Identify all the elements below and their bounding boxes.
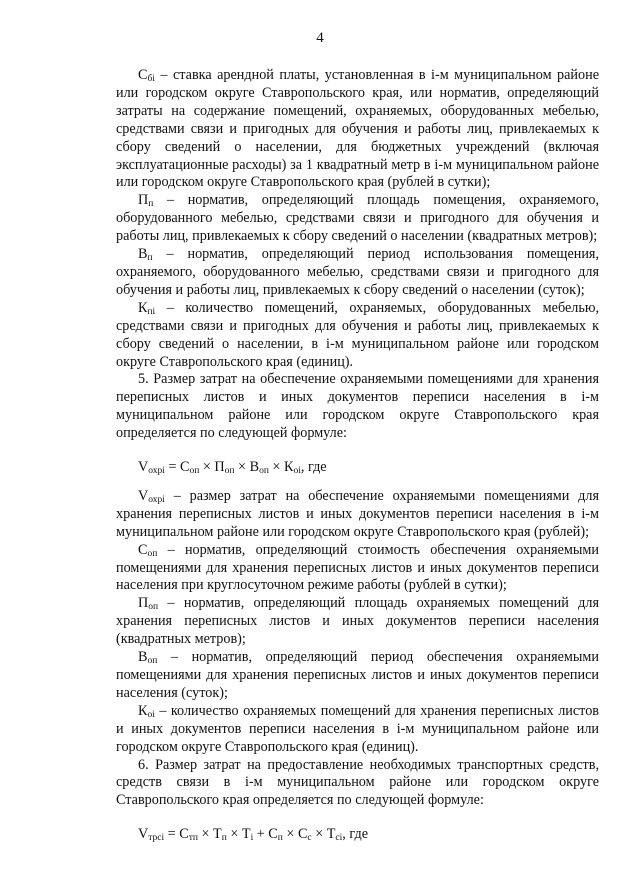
symbol-subscript: бi [147,74,155,84]
symbol-subscript: оi [147,709,155,720]
formula-subscript: трсi [148,833,165,844]
symbol: C [138,67,148,83]
spacer [116,477,599,488]
definition-paragraph [116,67,599,192]
document-body [116,67,599,844]
symbol: В [138,246,148,263]
definition-text: – размер затрат на обеспечение охраняемыми помещениями для хранения переписных листов и иных документов переписи населения в i-м муниципальном районе или городском округе Ставропольского края (рублей); [116,487,599,540]
definition-paragraph [116,192,599,246]
formula-term: , где [342,826,368,843]
definition-paragraph [116,703,599,757]
formula-term: , где [300,459,327,476]
formula-term: × Т [311,826,336,843]
symbol: В [138,649,148,666]
formula-term: × C [282,826,308,843]
page-number: 4 [316,30,324,46]
definition-paragraph [116,488,599,542]
symbol: П [138,192,149,209]
formula-term: × П [199,459,225,476]
symbol: П [138,595,149,612]
formula-subscript: оп [224,466,235,477]
definition-text: – норматив, определяющий площадь охраняемых помещений для хранения переписных листов и иных документов переписи населения (квадратных метров); [116,595,599,648]
symbol-subscript: оп [147,548,158,559]
formula-subscript: i [250,833,254,844]
formula-subscript: охрi [148,466,165,477]
definition-paragraph [116,542,599,596]
section-paragraph: 6. Размер затрат на предоставление необходимых транспортных средств, средств связи в i-м муниципальном районе или городском округе Ставропольского края определяется по следующей формуле: [116,756,599,809]
formula-subscript: с [307,833,312,844]
definition-paragraph [116,300,599,372]
formula-term: V [138,826,149,843]
definition-paragraph [116,246,599,300]
formula-subscript: оп [189,466,200,477]
symbol-subscript: охрi [148,494,165,505]
formula-subscript: сi [335,833,343,844]
spacer [116,810,599,826]
formula-term: = C [164,459,190,476]
formula-subscript: оi [293,466,301,477]
formula-term: + C [253,826,278,843]
definition-text: – количество охраняемых помещений для хранения переписных листов и иных документов переписи населения в i-м муниципальном районе или городском округе Ставропольского края (единиц). [116,702,599,755]
formula-term: = C [164,826,189,843]
symbol-subscript: оп [148,602,159,613]
spacer [116,443,599,459]
definition-text: – норматив, определяющий период использования помещения, охраняемого, оборудованного мебелью, средствами связи и пригодного для обучения и работы лиц, привлекаемых к сбору сведений о населении (суток); [116,246,599,298]
definition-paragraph [116,595,599,649]
symbol-subscript: п [148,199,154,210]
formula-subscript: тп [188,833,198,844]
formula-term: × Т [197,826,222,843]
section-paragraph: 5. Размер затрат на обеспечение охраняемыми помещениями для хранения переписных листов и иных документов переписи населения в i-м муниципальном районе или городском округе Ставропольского края определяется по следующей формуле: [116,371,599,442]
symbol: C [138,541,148,558]
definition-paragraph [116,649,599,703]
formula-term: V [138,459,149,476]
formula-subscript: оп [259,466,269,477]
formula-term: × Т [226,826,251,843]
formula [116,826,599,844]
formula-subscript: п [277,833,283,844]
symbol-subscript: пi [147,306,156,317]
definition-text: – норматив, определяющий площадь помещения, охраняемого, оборудованного мебелью, средствами связи и пригодного для обучения и работы лиц, привлекаемых к сбору сведений о населении (квадратных метров); [116,192,599,245]
formula [116,459,599,477]
formula-subscript: п [221,833,227,844]
symbol-subscript: п [147,253,153,264]
definition-text: – норматив, определяющий стоимость обеспечения охраняемыми помещениями для хранения переписных листов и иных документов переписи населения при круглосуточном режиме работы (рублей в сутки); [116,541,599,594]
symbol: К [138,702,148,719]
definition-text: – норматив, определяющий период обеспечения охраняемыми помещениями для хранения переписных листов и иных документов переписи населения (суток); [116,649,599,701]
symbol: К [138,299,148,316]
definition-text: – количество помещений, охраняемых, оборудованных мебелью, средствами связи и пригодных для обучения и работы лиц, привлекаемых к сбору сведений о населении, в i-м муниципальном районе или городском округе Ставропольского края (единиц). [116,299,599,370]
symbol-subscript: оп [147,656,158,667]
formula-term: × В [234,459,260,476]
symbol: V [138,487,149,504]
formula-term: × К [268,459,294,476]
definition-text: – ставка арендной платы, установленная в i-м муниципальном районе или городском округе Ставропольского края, или норматив, определяющий затраты на содержание помещений, охраняемых, оборудованных мебелью, средствами связи и пригодных для обучения и работы лиц, привлекаемых к сбору сведений о населении, для бюджетных учреждений (включая эксплуатационные расходы) за 1 квадратный метр в i-м муниципальном районе или городском округе Ставропольского края (рублей в сутки); [116,67,599,191]
